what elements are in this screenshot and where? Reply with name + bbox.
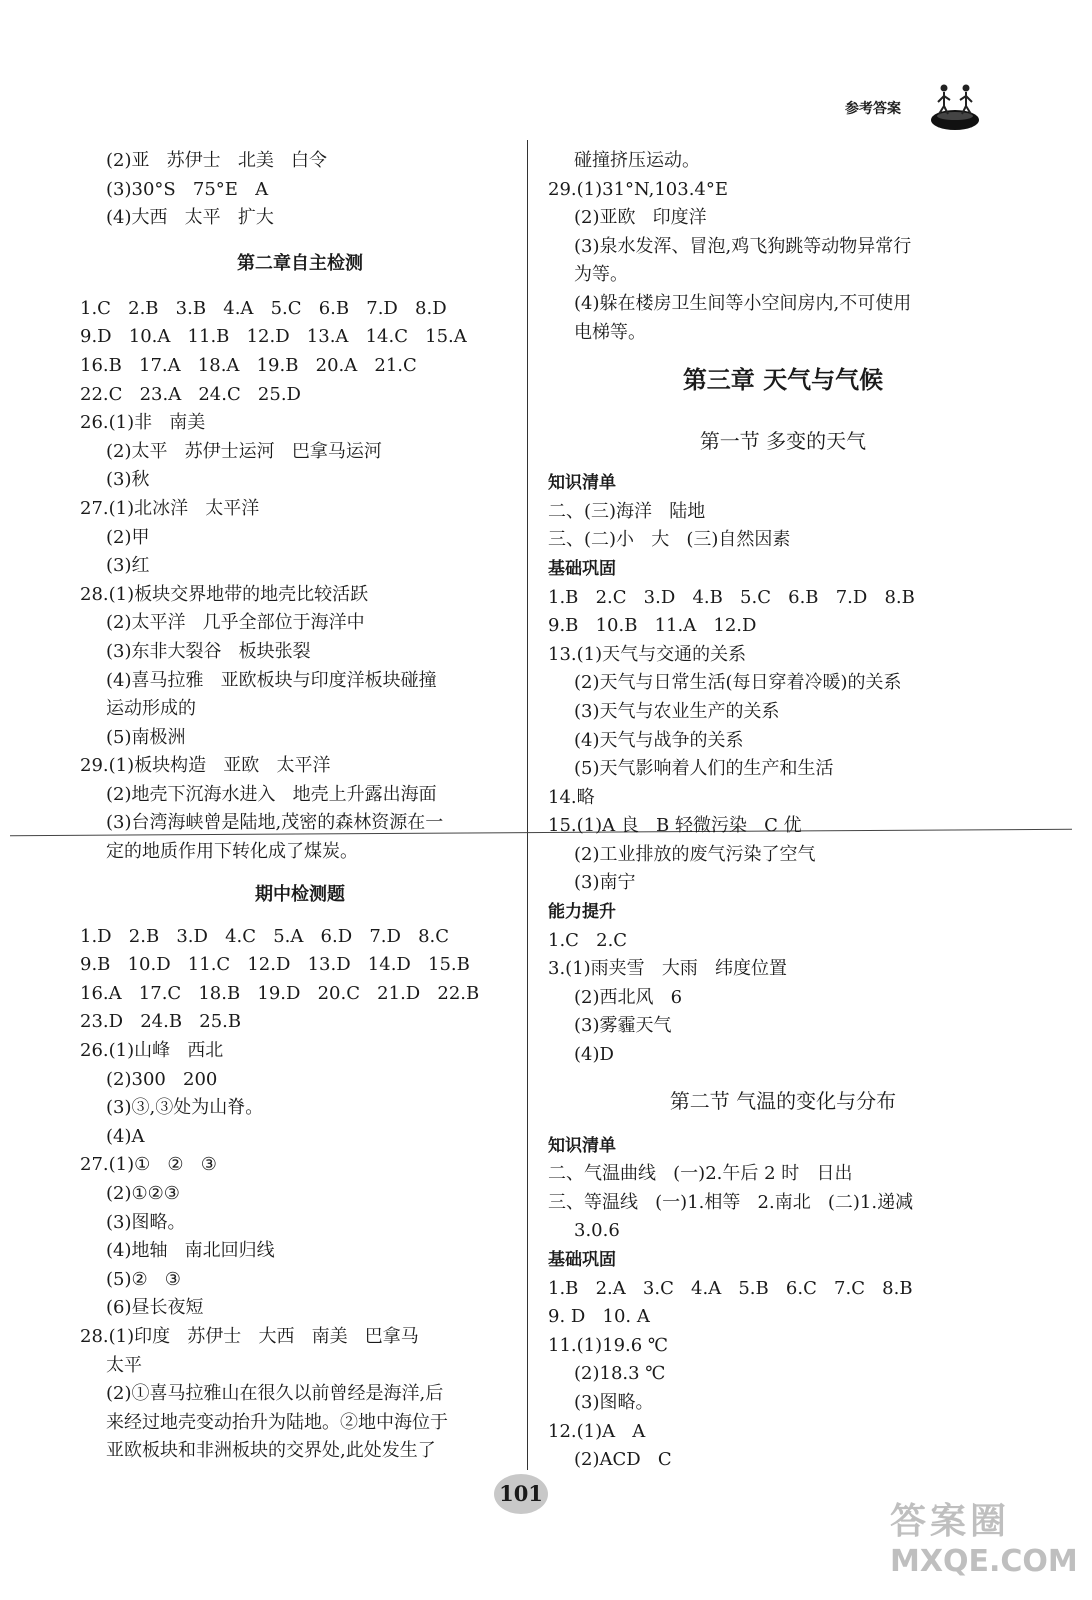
answer-line: 26.(1)山峰 西北 [80, 1040, 224, 1062]
answer-line: (5)② ③ [106, 1268, 181, 1290]
answer-line: (3)秋 [106, 469, 150, 491]
chapter-title: 第三章 天气与气候 [682, 366, 884, 395]
answer-line: 16.B 17.A 18.A 19.B 20.A 21.C [80, 354, 417, 376]
answer-line: 29.(1)板块构造 亚欧 太平洋 [80, 755, 331, 777]
answer-line: (3)红 [106, 555, 150, 577]
answer-line: (6)昼长夜短 [106, 1297, 204, 1319]
subheading: 知识清单 [548, 1135, 616, 1156]
answer-line: (5)南极洲 [106, 726, 186, 748]
answer-line: (3)③,③处为山脊。 [106, 1097, 264, 1119]
answer-line: (3)图略。 [106, 1211, 186, 1233]
left-column [80, 147, 520, 1466]
answer-line: (3)图略。 [574, 1391, 654, 1413]
answer-line: 27.(1)① ② ③ [80, 1154, 217, 1176]
answer-line: (3)南宁 [574, 872, 636, 894]
subheading: 基础巩固 [548, 558, 616, 579]
answer-line: (2)18.3 ℃ [574, 1363, 666, 1385]
answer-line: 27.(1)北冰洋 太平洋 [80, 497, 260, 519]
section-title-lesson1: 第一节 多变的天气 [699, 429, 867, 454]
answer-line: 9. D 10. A [548, 1306, 650, 1328]
answer-line: 三、(二)小 大 (三)自然因素 [548, 529, 791, 551]
answer-line: 28.(1)板块交界地带的地壳比较活跃 [80, 583, 369, 605]
answer-line: 15.(1)A 良 B 轻微污染 C 优 [548, 815, 802, 837]
answer-line: 电梯等。 [574, 321, 646, 343]
answer-line: 9.D 10.A 11.B 12.D 13.A 14.C 15.A [80, 326, 467, 348]
answer-line: (2)300 200 [106, 1068, 218, 1090]
answer-line: (2)太平 苏伊士运河 巴拿马运河 [106, 440, 382, 462]
answer-line: (2)甲 [106, 526, 150, 548]
answer-line: 来经过地壳变动抬升为陆地。②地中海位于 [106, 1411, 448, 1433]
answer-line: (2)ACD C [574, 1449, 672, 1471]
watermark-logo-text: 答案圈 [890, 1501, 1011, 1542]
subheading: 基础巩固 [548, 1250, 616, 1270]
column-divider [527, 140, 528, 1470]
answer-line: 亚欧板块和非洲板块的交界处,此处发生了 [106, 1440, 436, 1462]
answer-line: 9.B 10.D 11.C 12.D 13.D 14.D 15.B [80, 954, 470, 976]
answer-line: 9.B 10.B 11.A 12.D [548, 615, 757, 637]
answer-line: 13.(1)天气与交通的关系 [548, 643, 747, 665]
answer-line: 二、气温曲线 (一)2.午后 2 时 日出 [548, 1163, 853, 1185]
answer-line: (4)大西 太平 扩大 [106, 207, 274, 229]
answer-line: (4)躲在楼房卫生间等小空间房内,不可使用 [574, 292, 912, 314]
answer-line: 碰撞挤压运动。 [574, 150, 700, 171]
answer-line: 1.B 2.C 3.D 4.B 5.C 6.B 7.D 8.B [548, 586, 915, 608]
answer-line: 14.略 [548, 786, 595, 808]
answer-line: (3)台湾海峡曾是陆地,茂密的森林资源在一 [106, 812, 444, 834]
watermark [890, 1500, 1078, 1580]
answer-line: 1.C 2.B 3.B 4.A 5.C 6.B 7.D 8.D [80, 297, 447, 319]
answer-line: 1.B 2.A 3.C 4.A 5.B 6.C 7.C 8.B [548, 1277, 913, 1299]
right-column [548, 147, 1018, 1475]
answer-line: (2)①②③ [106, 1183, 180, 1204]
answer-line: (5)天气影响着人们的生产和生活 [574, 758, 834, 780]
answer-line: (2)天气与日常生活(每日穿着冷暖)的关系 [574, 672, 902, 694]
answer-line: (4)地轴 南北回归线 [106, 1240, 275, 1262]
answer-line: (3)30°S 75°E A [106, 178, 269, 200]
answer-line: (2)亚欧 印度洋 [574, 207, 707, 229]
answer-line: (2)①喜马拉雅山在很久以前曾经是海洋,后 [106, 1383, 444, 1405]
section-title-midterm: 期中检测题 [255, 883, 345, 905]
answer-line: (3)泉水发浑、冒泡,鸡飞狗跳等动物异常行 [574, 235, 912, 257]
header-logo-icon [930, 80, 980, 132]
page-number: 101 [494, 1474, 548, 1514]
answer-line: (3)东非大裂谷 板块张裂 [106, 640, 311, 662]
answer-line: 三、等温线 (一)1.相等 2.南北 (二)1.递减 [548, 1191, 914, 1213]
answer-line: 3.(1)雨夹雪 大雨 纬度位置 [548, 958, 788, 980]
answer-line: 29.(1)31°N,103.4°E [548, 178, 729, 200]
answer-line: 为等。 [574, 264, 628, 286]
answer-line: (4)天气与战争的关系 [574, 729, 744, 751]
answer-line: 定的地质作用下转化成了煤炭。 [106, 841, 358, 863]
answer-line: 22.C 23.A 24.C 25.D [80, 383, 301, 405]
answer-line: (2)太平洋 几乎全部位于海洋中 [106, 612, 365, 634]
answer-line: (4)A [106, 1125, 145, 1147]
answer-line: (2)西北风 6 [574, 986, 683, 1008]
answer-line: 太平 [106, 1354, 142, 1376]
answer-line: (3)天气与农业生产的关系 [574, 700, 780, 722]
answer-line: 12.(1)A A [548, 1420, 646, 1442]
answer-line: 23.D 24.B 25.B [80, 1011, 242, 1033]
subheading: 知识清单 [548, 473, 616, 494]
answer-line: 1.C 2.C [548, 929, 628, 951]
answer-line: (2)工业排放的废气污染了空气 [574, 843, 816, 865]
answer-line: 11.(1)19.6 ℃ [548, 1334, 669, 1356]
answer-line: 26.(1)非 南美 [80, 412, 206, 434]
watermark-url: MXQE.COM [890, 1544, 1078, 1579]
section-title-lesson2: 第二节 气温的变化与分布 [669, 1088, 897, 1113]
answer-line: 16.A 17.C 18.B 19.D 20.C 21.D 22.B [80, 982, 480, 1004]
answer-line: (2)地壳下沉海水进入 地壳上升露出海面 [106, 783, 437, 805]
answer-line: (4)喜马拉雅 亚欧板块与印度洋板块碰撞 [106, 669, 437, 691]
answer-line: 运动形成的 [106, 698, 196, 720]
answer-line: (3)雾霾天气 [574, 1015, 672, 1037]
answer-line: 3.0.6 [574, 1220, 620, 1242]
header-label: 参考答案 [845, 101, 901, 117]
answer-line: (2)亚 苏伊士 北美 白令 [106, 150, 327, 171]
answer-line: 28.(1)印度 苏伊士 大西 南美 巴拿马 [80, 1325, 419, 1347]
answer-line: 二、(三)海洋 陆地 [548, 500, 706, 522]
section-title-chapter2-test: 第二章自主检测 [237, 252, 363, 274]
answer-line: 1.D 2.B 3.D 4.C 5.A 6.D 7.D 8.C [80, 925, 450, 947]
answer-line: (4)D [574, 1044, 614, 1066]
subheading: 能力提升 [548, 902, 616, 923]
